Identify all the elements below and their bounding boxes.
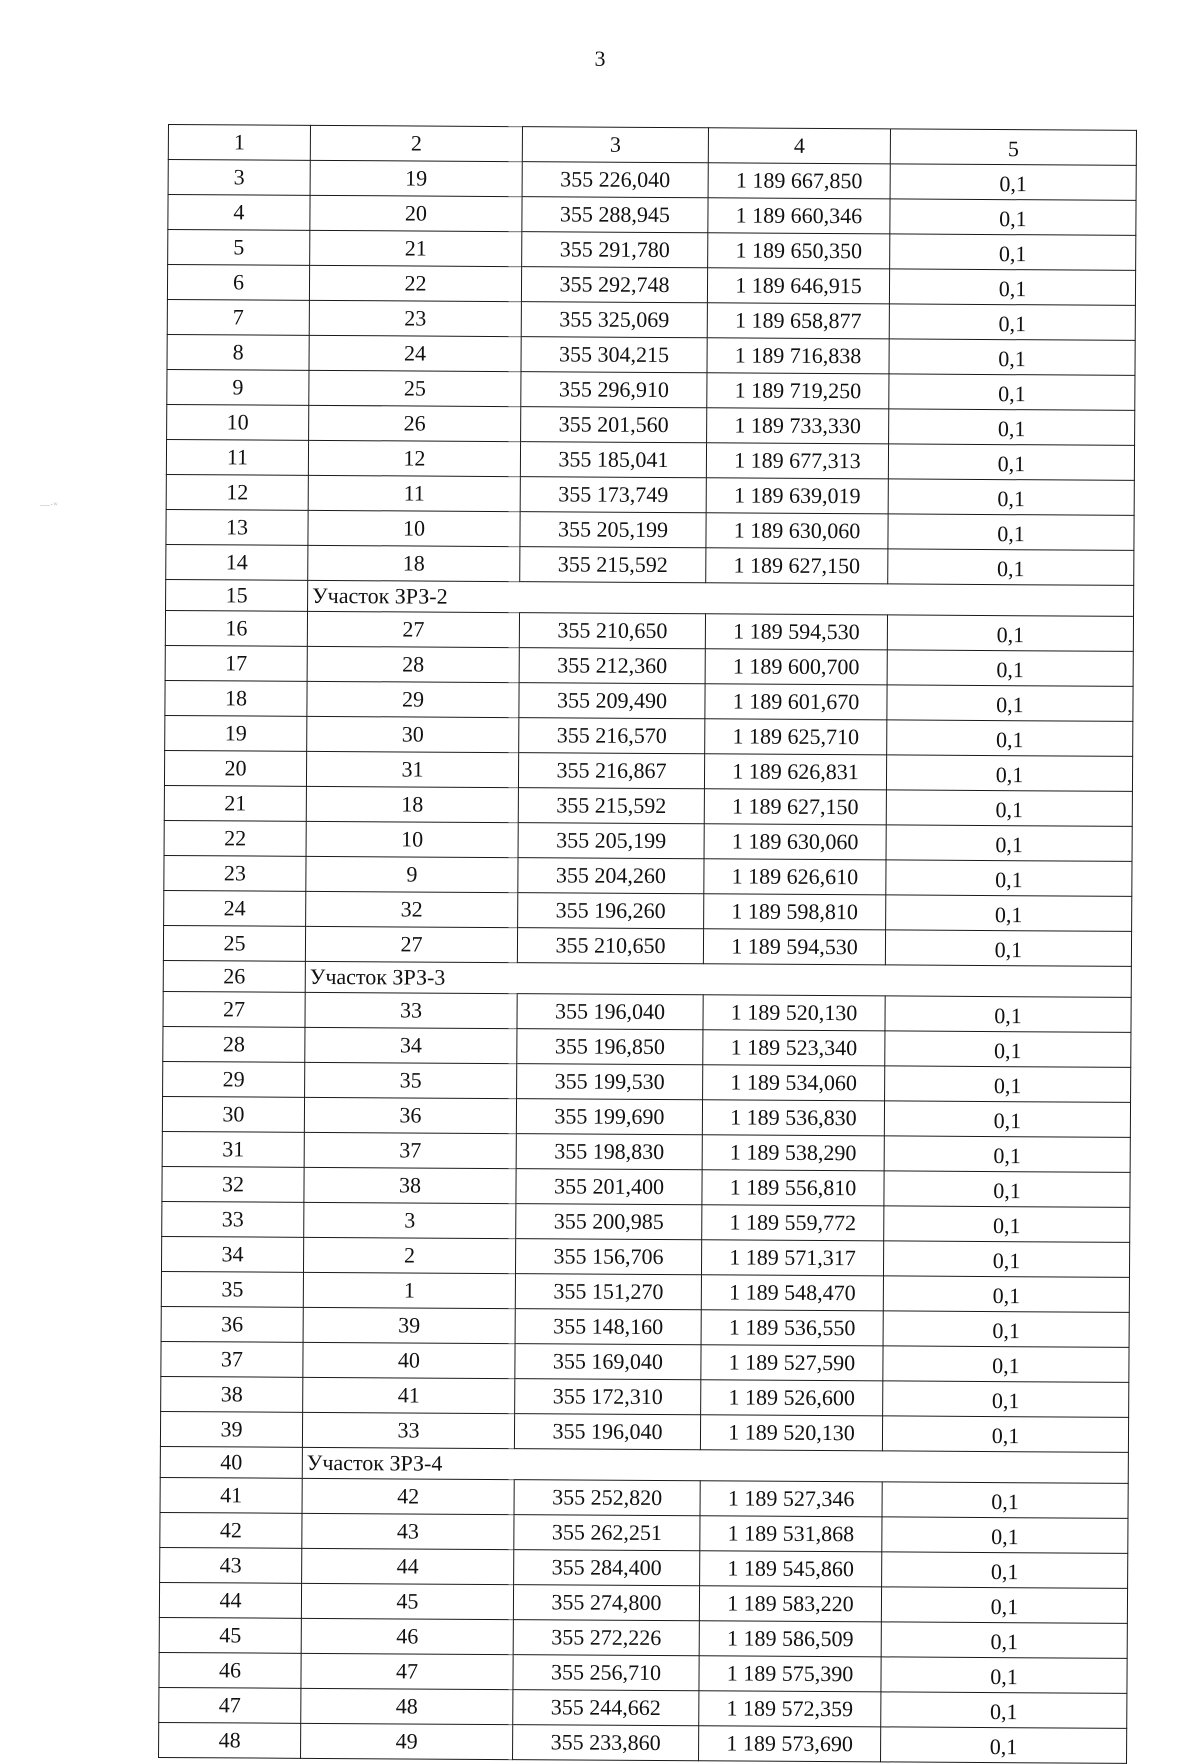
table-row — [161, 1341, 1129, 1382]
table-row — [163, 925, 1131, 966]
x-coordinate-cell: 355 215,592 — [518, 788, 704, 824]
accuracy-cell: 0,1 — [890, 234, 1136, 271]
accuracy-cell: 0,1 — [884, 1136, 1130, 1173]
row-number-cell: 19 — [165, 715, 307, 751]
row-number-cell: 43 — [160, 1547, 302, 1583]
table-row — [165, 645, 1133, 686]
accuracy-cell: 0,1 — [889, 304, 1135, 341]
row-number-cell: 18 — [165, 680, 307, 716]
x-coordinate-cell: 355 172,310 — [515, 1379, 701, 1415]
y-coordinate-cell: 1 189 627,150 — [704, 789, 886, 825]
y-coordinate-cell: 1 189 586,509 — [699, 1621, 881, 1657]
point-number-cell: 27 — [307, 611, 519, 647]
x-coordinate-cell: 355 244,662 — [513, 1690, 699, 1726]
accuracy-cell: 0,1 — [883, 1241, 1129, 1278]
row-number-cell: 39 — [160, 1411, 302, 1447]
y-coordinate-cell: 1 189 534,060 — [703, 1065, 885, 1101]
y-coordinate-cell: 1 189 527,590 — [701, 1345, 883, 1381]
x-coordinate-cell: 355 210,650 — [517, 928, 703, 964]
point-number-cell: 26 — [309, 405, 521, 441]
header-cell-5: 5 — [890, 129, 1136, 166]
row-number-cell: 9 — [167, 369, 309, 405]
point-number-cell: 42 — [302, 1478, 514, 1514]
accuracy-cell: 0,1 — [889, 374, 1135, 411]
x-coordinate-cell: 355 201,560 — [521, 407, 707, 443]
accuracy-cell: 0,1 — [881, 1587, 1127, 1624]
row-number-cell: 44 — [159, 1582, 301, 1618]
row-number-cell: 34 — [161, 1236, 303, 1272]
point-number-cell: 24 — [309, 335, 521, 371]
table-row — [165, 715, 1133, 756]
x-coordinate-cell: 355 196,260 — [518, 893, 704, 929]
accuracy-cell: 0,1 — [890, 199, 1136, 236]
point-number-cell: 27 — [305, 926, 517, 962]
point-number-cell: 11 — [308, 475, 520, 511]
table-row — [167, 265, 1135, 306]
section-title-cell: Участок ЗРЗ-3 — [305, 961, 1131, 997]
row-number-cell: 25 — [163, 925, 305, 961]
y-coordinate-cell: 1 189 600,700 — [705, 649, 887, 685]
point-number-cell: 10 — [306, 821, 518, 857]
table-row — [161, 1376, 1129, 1417]
table-body — [159, 125, 1137, 1764]
row-number-cell: 17 — [165, 645, 307, 681]
x-coordinate-cell: 355 210,650 — [519, 613, 705, 649]
accuracy-cell: 0,1 — [884, 1206, 1130, 1243]
accuracy-cell: 0,1 — [888, 514, 1134, 551]
y-coordinate-cell: 1 189 646,915 — [707, 268, 889, 304]
y-coordinate-cell: 1 189 667,850 — [708, 163, 890, 199]
table-row — [167, 369, 1135, 410]
row-number-cell: 4 — [168, 195, 310, 231]
row-number-cell: 40 — [160, 1446, 302, 1478]
point-number-cell: 32 — [306, 891, 518, 927]
point-number-cell: 40 — [303, 1342, 515, 1378]
row-number-cell: 38 — [161, 1376, 303, 1412]
row-number-cell: 5 — [168, 230, 310, 266]
x-coordinate-cell: 355 292,748 — [521, 267, 707, 303]
x-coordinate-cell: 355 226,040 — [522, 162, 708, 198]
section-title-cell: Участок ЗРЗ-4 — [302, 1447, 1128, 1483]
accuracy-cell: 0,1 — [884, 1101, 1130, 1138]
accuracy-cell: 0,1 — [886, 860, 1132, 897]
y-coordinate-cell: 1 189 536,830 — [702, 1100, 884, 1136]
row-number-cell: 29 — [163, 1061, 305, 1097]
x-coordinate-cell: 355 198,830 — [516, 1134, 702, 1170]
y-coordinate-cell: 1 189 583,220 — [699, 1586, 881, 1622]
y-coordinate-cell: 1 189 719,250 — [707, 373, 889, 409]
table-row — [167, 404, 1135, 445]
header-cell-2: 2 — [310, 125, 522, 161]
point-number-cell: 35 — [305, 1062, 517, 1098]
row-number-cell: 7 — [167, 299, 309, 335]
accuracy-cell: 0,1 — [883, 1311, 1129, 1348]
accuracy-cell: 0,1 — [883, 1381, 1129, 1418]
row-number-cell: 35 — [161, 1271, 303, 1307]
accuracy-cell: 0,1 — [881, 1622, 1127, 1659]
point-number-cell: 30 — [307, 716, 519, 752]
y-coordinate-cell: 1 189 639,019 — [706, 478, 888, 514]
point-number-cell: 28 — [307, 646, 519, 682]
row-number-cell: 37 — [161, 1341, 303, 1377]
table-row — [161, 1306, 1129, 1347]
point-number-cell: 33 — [302, 1412, 514, 1448]
point-number-cell: 44 — [302, 1548, 514, 1584]
table-row — [167, 299, 1135, 340]
table-row — [167, 334, 1135, 375]
row-number-cell: 45 — [159, 1617, 301, 1653]
y-coordinate-cell: 1 189 626,831 — [704, 754, 886, 790]
point-number-cell: 25 — [309, 370, 521, 406]
row-number-cell: 14 — [166, 544, 308, 580]
accuracy-cell: 0,1 — [885, 996, 1131, 1033]
x-coordinate-cell: 355 200,985 — [516, 1204, 702, 1240]
row-number-cell: 30 — [162, 1096, 304, 1132]
point-number-cell: 2 — [303, 1237, 515, 1273]
point-number-cell: 19 — [310, 160, 522, 196]
row-number-cell: 16 — [165, 610, 307, 646]
accuracy-cell: 0,1 — [882, 1482, 1128, 1519]
row-number-cell: 15 — [166, 579, 308, 611]
point-number-cell: 38 — [304, 1167, 516, 1203]
y-coordinate-cell: 1 189 556,810 — [702, 1170, 884, 1206]
row-number-cell: 47 — [159, 1687, 301, 1723]
y-coordinate-cell: 1 189 536,550 — [701, 1310, 883, 1346]
y-coordinate-cell: 1 189 594,530 — [703, 929, 885, 965]
point-number-cell: 3 — [304, 1202, 516, 1238]
accuracy-cell: 0,1 — [886, 790, 1132, 827]
x-coordinate-cell: 355 148,160 — [515, 1309, 701, 1345]
accuracy-cell: 0,1 — [886, 895, 1132, 932]
page-number: 3 — [594, 46, 606, 71]
table-row — [164, 855, 1132, 896]
y-coordinate-cell: 1 189 658,877 — [707, 303, 889, 339]
y-coordinate-cell: 1 189 531,868 — [700, 1516, 882, 1552]
section-title-cell: Участок ЗРЗ-2 — [308, 580, 1134, 616]
row-number-cell: 42 — [160, 1512, 302, 1548]
accuracy-cell: 0,1 — [885, 1031, 1131, 1068]
accuracy-cell: 0,1 — [886, 825, 1132, 862]
x-coordinate-cell: 355 325,069 — [521, 302, 707, 338]
y-coordinate-cell: 1 189 626,610 — [704, 859, 886, 895]
table-row — [168, 195, 1136, 236]
accuracy-cell: 0,1 — [889, 409, 1135, 446]
table-row — [162, 1166, 1130, 1207]
table-row — [168, 160, 1136, 201]
y-coordinate-cell: 1 189 520,130 — [700, 1415, 882, 1451]
table-row — [163, 1061, 1131, 1102]
table-row — [164, 890, 1132, 931]
x-coordinate-cell: 355 173,749 — [520, 477, 706, 513]
y-coordinate-cell: 1 189 571,317 — [701, 1240, 883, 1276]
accuracy-cell: 0,1 — [882, 1552, 1128, 1589]
accuracy-cell: 0,1 — [885, 930, 1131, 967]
point-number-cell: 33 — [305, 992, 517, 1028]
y-coordinate-cell: 1 189 523,340 — [703, 1030, 885, 1066]
row-number-cell: 46 — [159, 1652, 301, 1688]
point-number-cell: 49 — [301, 1723, 513, 1759]
x-coordinate-cell: 355 233,860 — [513, 1725, 699, 1761]
header-cell-4: 4 — [708, 128, 890, 164]
point-number-cell: 47 — [301, 1653, 513, 1689]
point-number-cell: 18 — [308, 545, 520, 581]
table-row — [164, 820, 1132, 861]
accuracy-cell: 0,1 — [889, 269, 1135, 306]
point-number-cell: 20 — [310, 195, 522, 231]
x-coordinate-cell: 355 284,400 — [514, 1550, 700, 1586]
accuracy-cell: 0,1 — [882, 1517, 1128, 1554]
table-row — [166, 544, 1134, 585]
y-coordinate-cell: 1 189 559,772 — [702, 1205, 884, 1241]
point-number-cell: 1 — [303, 1272, 515, 1308]
table-row — [168, 230, 1136, 271]
y-coordinate-cell: 1 189 594,530 — [705, 614, 887, 650]
accuracy-cell: 0,1 — [882, 1416, 1128, 1453]
scan-artifact: —·ʷ — [40, 500, 58, 511]
table-row — [164, 785, 1132, 826]
point-number-cell: 34 — [305, 1027, 517, 1063]
table-row — [166, 474, 1134, 515]
x-coordinate-cell: 355 151,270 — [515, 1274, 701, 1310]
row-number-cell: 21 — [164, 785, 306, 821]
x-coordinate-cell: 355 169,040 — [515, 1344, 701, 1380]
y-coordinate-cell: 1 189 627,150 — [706, 548, 888, 584]
y-coordinate-cell: 1 189 526,600 — [701, 1380, 883, 1416]
y-coordinate-cell: 1 189 527,346 — [700, 1481, 882, 1517]
row-number-cell: 26 — [163, 960, 305, 992]
table-row — [160, 1547, 1128, 1588]
x-coordinate-cell: 355 196,040 — [517, 994, 703, 1030]
table-row — [165, 610, 1133, 651]
table-row — [159, 1617, 1127, 1658]
x-coordinate-cell: 355 205,199 — [518, 823, 704, 859]
x-coordinate-cell: 355 216,867 — [518, 753, 704, 789]
table-row — [161, 1271, 1129, 1312]
row-number-cell: 41 — [160, 1477, 302, 1513]
table-row — [159, 1652, 1127, 1693]
table-row — [163, 1026, 1131, 1067]
header-row — [168, 125, 1136, 166]
point-number-cell: 22 — [309, 265, 521, 301]
x-coordinate-cell: 355 215,592 — [520, 547, 706, 583]
table-row — [164, 750, 1132, 791]
accuracy-cell: 0,1 — [886, 755, 1132, 792]
point-number-cell: 41 — [303, 1377, 515, 1413]
x-coordinate-cell: 355 204,260 — [518, 858, 704, 894]
x-coordinate-cell: 355 304,215 — [521, 337, 707, 373]
table-row — [166, 509, 1134, 550]
y-coordinate-cell: 1 189 630,060 — [706, 513, 888, 549]
point-number-cell: 10 — [308, 510, 520, 546]
accuracy-cell: 0,1 — [888, 479, 1134, 516]
row-number-cell: 24 — [164, 890, 306, 926]
x-coordinate-cell: 355 201,400 — [516, 1169, 702, 1205]
table-row — [165, 680, 1133, 721]
x-coordinate-cell: 355 199,530 — [517, 1064, 703, 1100]
y-coordinate-cell: 1 189 520,130 — [703, 995, 885, 1031]
point-number-cell: 43 — [302, 1513, 514, 1549]
table-row — [163, 991, 1131, 1032]
table-row — [162, 1201, 1130, 1242]
accuracy-cell: 0,1 — [887, 720, 1133, 757]
table-row — [160, 1411, 1128, 1452]
accuracy-cell: 0,1 — [889, 339, 1135, 376]
point-number-cell: 45 — [301, 1583, 513, 1619]
row-number-cell: 20 — [164, 750, 306, 786]
y-coordinate-cell: 1 189 677,313 — [706, 443, 888, 479]
x-coordinate-cell: 355 291,780 — [522, 232, 708, 268]
accuracy-cell: 0,1 — [888, 444, 1134, 481]
y-coordinate-cell: 1 189 650,350 — [708, 233, 890, 269]
row-number-cell: 28 — [163, 1026, 305, 1062]
y-coordinate-cell: 1 189 598,810 — [704, 894, 886, 930]
x-coordinate-cell: 355 288,945 — [522, 197, 708, 233]
y-coordinate-cell: 1 189 572,359 — [699, 1691, 881, 1727]
point-number-cell: 29 — [307, 681, 519, 717]
y-coordinate-cell: 1 189 545,860 — [700, 1551, 882, 1587]
row-number-cell: 11 — [166, 439, 308, 475]
coordinates-table — [158, 124, 1137, 1764]
x-coordinate-cell: 355 272,226 — [513, 1620, 699, 1656]
accuracy-cell: 0,1 — [887, 650, 1133, 687]
accuracy-cell: 0,1 — [887, 615, 1133, 652]
y-coordinate-cell: 1 189 660,346 — [708, 198, 890, 234]
table-row — [160, 1512, 1128, 1553]
x-coordinate-cell: 355 212,360 — [519, 648, 705, 684]
row-number-cell: 10 — [167, 404, 309, 440]
table-row — [159, 1722, 1127, 1763]
y-coordinate-cell: 1 189 733,330 — [707, 408, 889, 444]
table-row — [166, 439, 1134, 480]
row-number-cell: 36 — [161, 1306, 303, 1342]
row-number-cell: 12 — [166, 474, 308, 510]
accuracy-cell: 0,1 — [884, 1171, 1130, 1208]
table-row — [162, 1131, 1130, 1172]
row-number-cell: 13 — [166, 509, 308, 545]
accuracy-cell: 0,1 — [881, 1692, 1127, 1729]
y-coordinate-cell: 1 189 625,710 — [705, 719, 887, 755]
y-coordinate-cell: 1 189 573,690 — [699, 1726, 881, 1762]
y-coordinate-cell: 1 189 538,290 — [702, 1135, 884, 1171]
table-row — [161, 1236, 1129, 1277]
table-row — [159, 1687, 1127, 1728]
x-coordinate-cell: 355 209,490 — [519, 683, 705, 719]
row-number-cell: 3 — [168, 160, 310, 196]
point-number-cell: 48 — [301, 1688, 513, 1724]
x-coordinate-cell: 355 196,850 — [517, 1029, 703, 1065]
x-coordinate-cell: 355 262,251 — [514, 1515, 700, 1551]
row-number-cell: 32 — [162, 1166, 304, 1202]
x-coordinate-cell: 355 296,910 — [521, 372, 707, 408]
row-number-cell: 27 — [163, 991, 305, 1027]
x-coordinate-cell: 355 252,820 — [514, 1480, 700, 1516]
point-number-cell: 36 — [304, 1097, 516, 1133]
x-coordinate-cell: 355 156,706 — [515, 1239, 701, 1275]
y-coordinate-cell: 1 189 716,838 — [707, 338, 889, 374]
x-coordinate-cell: 355 216,570 — [519, 718, 705, 754]
accuracy-cell: 0,1 — [883, 1346, 1129, 1383]
row-number-cell: 6 — [167, 265, 309, 301]
accuracy-cell: 0,1 — [890, 164, 1136, 201]
x-coordinate-cell: 355 185,041 — [520, 442, 706, 478]
point-number-cell: 37 — [304, 1132, 516, 1168]
x-coordinate-cell: 355 196,040 — [514, 1414, 700, 1450]
header-cell-3: 3 — [522, 127, 708, 163]
point-number-cell: 9 — [306, 856, 518, 892]
y-coordinate-cell: 1 189 548,470 — [701, 1275, 883, 1311]
table-row — [159, 1582, 1127, 1623]
accuracy-cell: 0,1 — [883, 1276, 1129, 1313]
row-number-cell: 23 — [164, 855, 306, 891]
point-number-cell: 46 — [301, 1618, 513, 1654]
row-number-cell: 48 — [159, 1722, 301, 1758]
x-coordinate-cell: 355 274,800 — [513, 1585, 699, 1621]
row-number-cell: 8 — [167, 334, 309, 370]
row-number-cell: 22 — [164, 820, 306, 856]
point-number-cell: 21 — [310, 230, 522, 266]
accuracy-cell: 0,1 — [888, 549, 1134, 586]
y-coordinate-cell: 1 189 575,390 — [699, 1656, 881, 1692]
header-cell-1: 1 — [168, 125, 310, 161]
accuracy-cell: 0,1 — [881, 1727, 1127, 1764]
table-row — [160, 1477, 1128, 1518]
x-coordinate-cell: 355 199,690 — [516, 1099, 702, 1135]
accuracy-cell: 0,1 — [881, 1657, 1127, 1694]
x-coordinate-cell: 355 256,710 — [513, 1655, 699, 1691]
point-number-cell: 39 — [303, 1307, 515, 1343]
y-coordinate-cell: 1 189 630,060 — [704, 824, 886, 860]
accuracy-cell: 0,1 — [885, 1066, 1131, 1103]
point-number-cell: 31 — [306, 751, 518, 787]
accuracy-cell: 0,1 — [887, 685, 1133, 722]
x-coordinate-cell: 355 205,199 — [520, 512, 706, 548]
row-number-cell: 33 — [162, 1201, 304, 1237]
point-number-cell: 18 — [306, 786, 518, 822]
point-number-cell: 12 — [308, 440, 520, 476]
point-number-cell: 23 — [309, 300, 521, 336]
row-number-cell: 31 — [162, 1131, 304, 1167]
y-coordinate-cell: 1 189 601,670 — [705, 684, 887, 720]
table-row — [162, 1096, 1130, 1137]
